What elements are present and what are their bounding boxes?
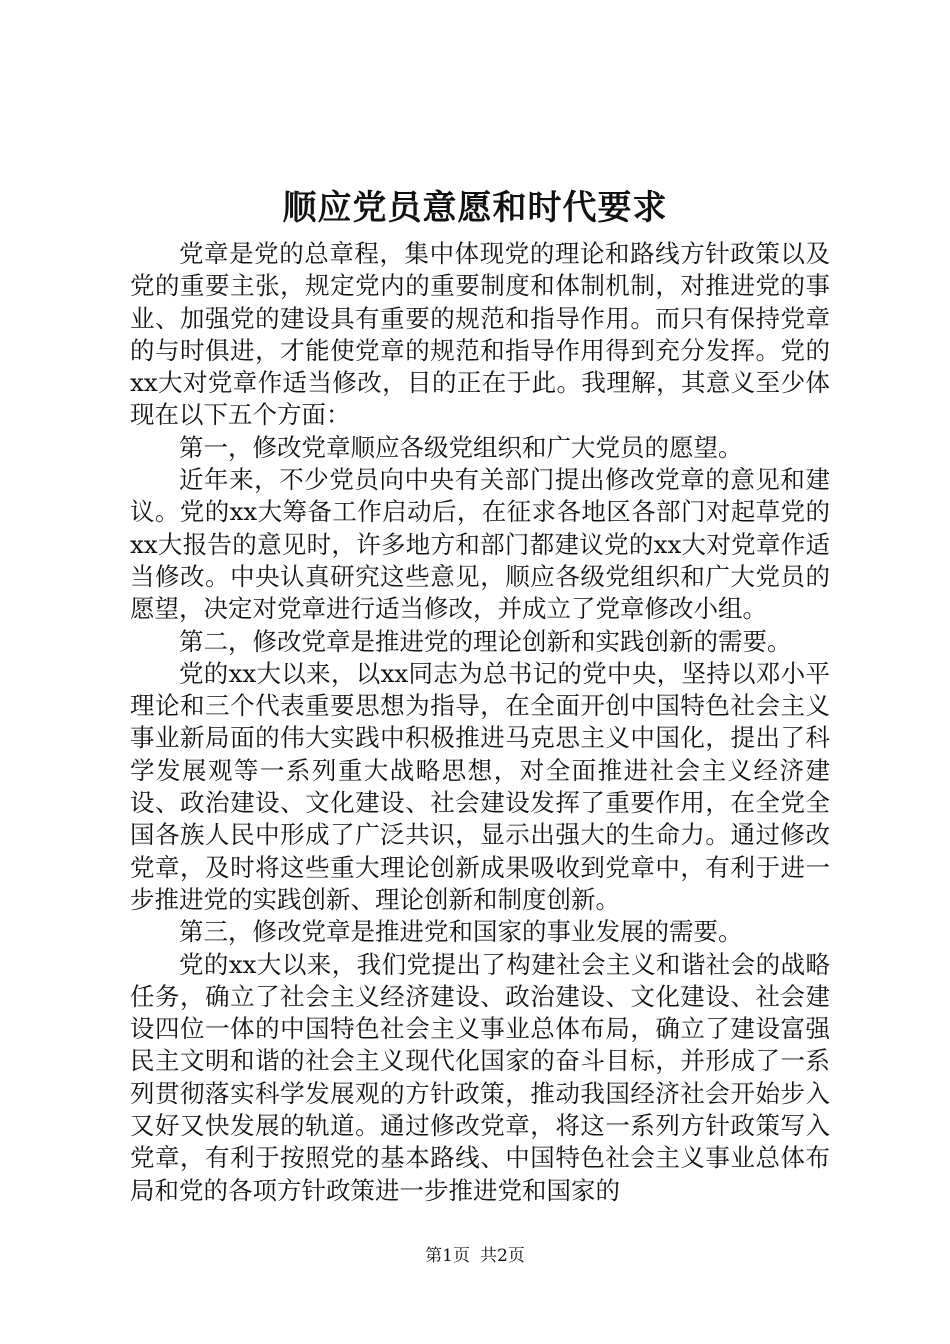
page-total: 共2页 — [480, 1246, 525, 1266]
paragraph-intro: 党章是党的总章程，集中体现党的理论和路线方针政策以及党的重要主张，规定党内的重要制度和体制机制，对推进党的事业、加强党的建设具有重要的规范和指导作用。而只有保持党章的与时俱进，才能使党章的规范和指导作用得到充分发挥。党的xx大对党章作适当修改，目的正在于此。我理解，其意义至少体现在以下五个方面： — [130, 239, 830, 430]
heading-point-1: 第一，修改党章顺应各级党组织和广大党员的愿望。 — [179, 432, 743, 462]
paragraph-point-1: 近年来，不少党员向中央有关部门提出修改党章的意见和建议。党的xx大筹备工作启动后，在征求各地区各部门对起草党的xx大报告的意见时，许多地方和部门都建议党的xx大对党章作适当修改。中央认真研究这些意见，顺应各级党组织和广大党员的愿望，决定对党章进行适当修改，并成立了党章修改小组。 — [130, 465, 830, 624]
heading-point-2: 第二，修改党章是推进党的理论创新和实践创新的需要。 — [179, 626, 792, 656]
heading-point-3: 第三，修改党章是推进党和国家的事业发展的需要。 — [179, 917, 743, 947]
paragraph-point-2: 党的xx大以来，以xx同志为总书记的党中央，坚持以邓小平理论和三个代表重要思想为指导，在全面开创中国特色社会主义事业新局面的伟大实践中积极推进马克思主义中国化，提出了科学发展观等一系列重大战略思想，对全面推进社会主义经济建设、政治建设、文化建设、社会建设发挥了重要作用，在全党全国各族人民中形成了广泛共识，显示出强大的生命力。通过修改党章，及时将这些重大理论创新成果吸收到党章中，有利于进一步推进党的实践创新、理论创新和制度创新。 — [130, 658, 830, 914]
page-footer — [0, 1244, 950, 1268]
page-number: 第1页 — [425, 1246, 470, 1266]
paragraph-point-3: 党的xx大以来，我们党提出了构建社会主义和谐社会的战略任务，确立了社会主义经济建设、政治建设、文化建设、社会建设四位一体的中国特色社会主义事业总体布局，确立了建设富强民主文明和谐的社会主义现代化国家的奋斗目标，并形成了一系列贯彻落实科学发展观的方针政策，推动我国经济社会开始步入又好又快发展的轨道。通过修改党章，将这一系列方针政策写入党章，有利于按照党的基本路线、中国特色社会主义事业总体布局和党的各项方针政策进一步推进党和国家的 — [130, 949, 830, 1205]
document-title: 顺应党员意愿和时代要求 — [282, 188, 668, 228]
document-body — [130, 238, 830, 1207]
